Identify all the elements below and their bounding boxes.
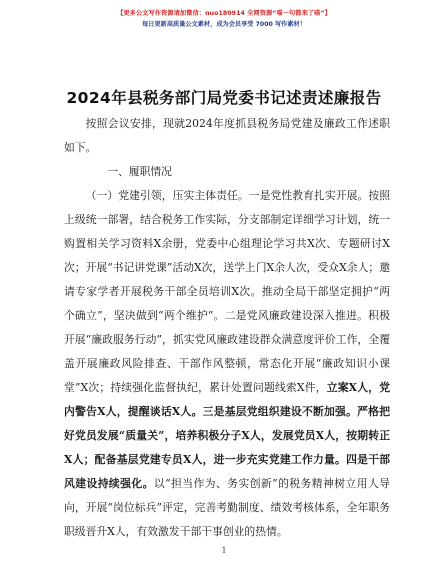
body-paragraph [64, 184, 390, 544]
section-heading [64, 160, 390, 184]
promo-banner-subline: 每日更新高质量公文素材，成为会员享受 7000 写作素材！ [142, 21, 306, 28]
intro-paragraph: 按照会议安排，现就2024年度抓县税务局党建及廉政工作述职如下。 [64, 117, 390, 154]
page-number: 1 [221, 546, 227, 555]
document-body [64, 112, 390, 544]
paragraph-continuation-text: 以“担当作为、务实创新”的税务精神树立用人导向，开展“岗位标兵”评定，完善考勤制度、绩效考核体系，全年职务职级晋升X人，有效激发干部干事创业的热情。 [64, 477, 391, 538]
document-title: 2024年县税务部门局党委书记述责述廉报告 [66, 89, 382, 107]
paragraph-bold-text: 立案X人，党内警告X人，提醒谈话X人。三是基层党组织建设不断加强。严格把好党员发展“质量关”，培养积极分子X人，发展党员X人，按期转正X人；配备基层党建专员X人，进一步充实党建工作力量。四是干部风建设持续强化。 [64, 381, 390, 490]
section-heading-text: 一、履职情况 [107, 165, 172, 178]
paragraph-text: （一）党建引领，压实主体责任。一是党性教育扎实开展。按照上级统一部署，结合税务工作实际，分支部制定详细学习计划，统一购置相关学习资料X余册，党委中心组理论学习共X次、专题研讨X次；开展“书记讲党课”活动X次，送学上门X余人次，受众X余人；邀请专家学者开展税务干部全员培训X次。推动全局干部坚定拥护“两个确立”，坚决做到“两个维护”。二是党风廉政建设深入推进。积极开展“廉政服务行动”，抓实党风廉政建设群众满意度评价工作，全覆盖开展廉政风险排查、干部作风整顿，常态化开展“廉政知识小课堂”X次；持续强化监督执纪，累计处置问题线索X件， [64, 189, 390, 394]
promo-banner-line: 【更多公文写作资源请加微信：nuo180914 全网资源“喵一句都来了喵”】 [117, 10, 331, 17]
